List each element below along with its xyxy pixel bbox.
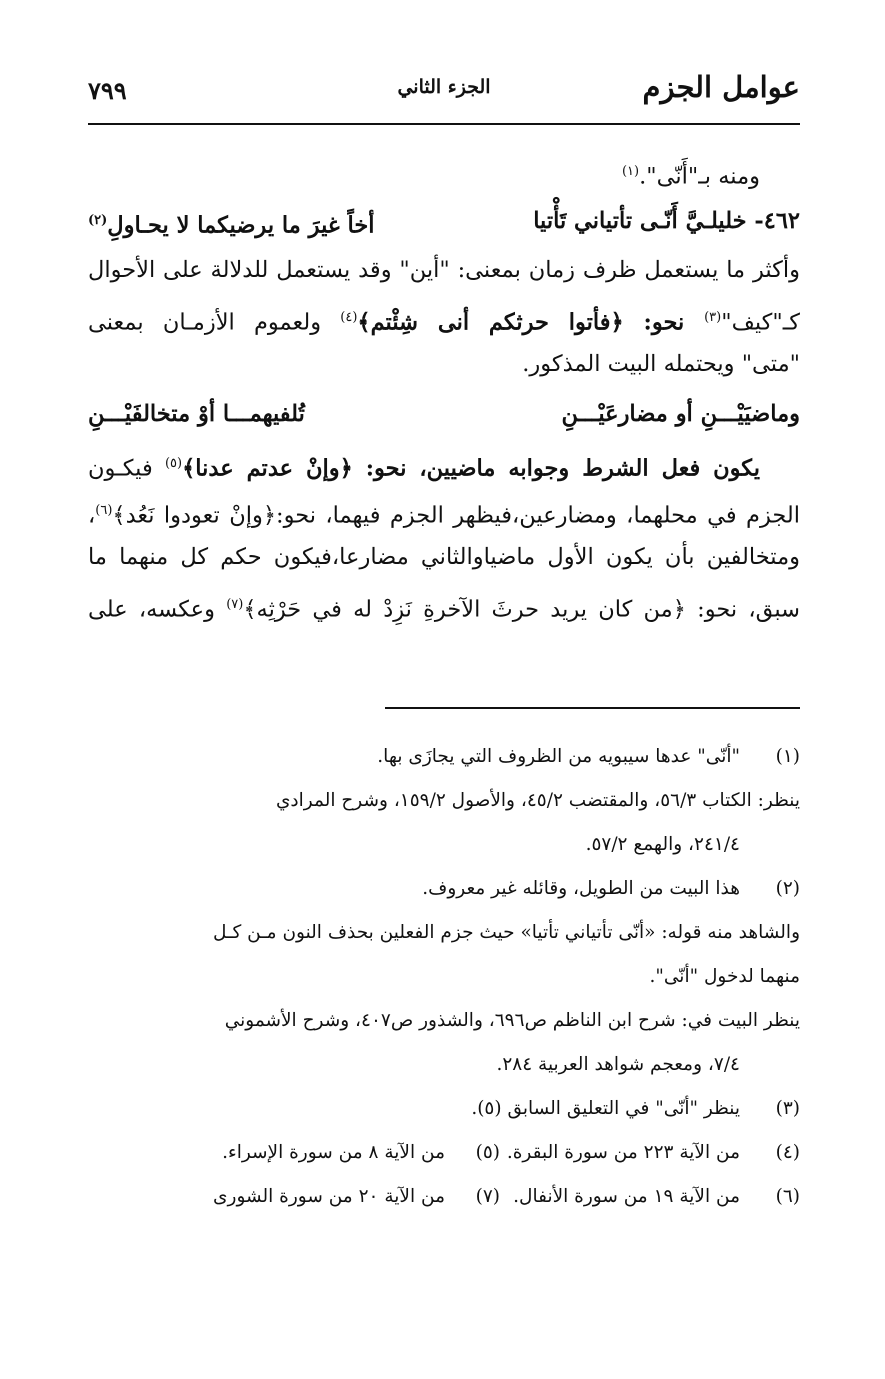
footnote-line: ٢٤١/٤، والهمع ٥٧/٢. [585,834,740,855]
text-line: "متى" ويحتمله البيت المذكور. [522,351,800,377]
footnote-ref: (٧) [226,597,244,612]
running-title: عوامل الجزم [642,70,800,104]
footnote-line: والشاهد منه قوله: «أنّى تأتياني تأتيا» حيث جزم الفعلين بحذف النون مـن كـل [213,922,800,943]
footnote-line: ينظر "أنّى" في التعليق السابق (٥). [471,1098,740,1119]
footnote-ref: (٢) [88,213,108,228]
footnote-ref: (٣) [704,310,722,325]
footnote-line: من الآية ٢٠ من سورة الشورى [213,1186,445,1207]
footnotes-4-5 [88,1131,800,1175]
footnote-ref: (١) [621,164,640,179]
part-label: الجزء الثاني [397,76,491,98]
page-number: ٧٩٩ [88,76,127,105]
verse-hemistich-first: وماضيَيْـــنِ أو مضارعَيْـــنِ [561,401,800,427]
text-line: ومنه بـ"أَنّى".$^{(١)}$ [621,163,760,190]
footnote-line: "أنّى" عدها سيبويه من الظروف التي يجازَى بها. [377,746,740,767]
footnote-number: (٦) [775,1186,800,1207]
text-line: سبق، نحو: ﴿من كان يريد حرثَ الآخرةِ نَزِدْ له في حَرْثِه﴾$^{(٧)}$ وعكسه، على [88,596,800,623]
verse-hemistich-first: ٤٦٢- خليلـيَّ أَنّـى تأتياني تَأْتيا [533,208,800,234]
footnote-number: (٧) [475,1186,500,1207]
footnote-1-refs [88,779,800,867]
alfiyya-verse [88,388,800,440]
footnote-line: ينظر: الكتاب ٥٦/٣، والمقتضب ٤٥/٢، والأصول ١٥٩/٢، وشرح المرادي [275,790,800,811]
footnote-2-body [88,911,800,1087]
footnote-1 [88,735,800,779]
footnote-separator [385,707,800,709]
text-line: وأكثر ما يستعمل ظرف زمان بمعنى: "أين" وقد يستعمل للدلالة على الأحوال [88,257,800,283]
text-line: ومتخالفين بأن يكون الأول ماضياوالثاني مضارعا،فيكون حكم كل منهما ما [88,544,800,570]
footnote-2 [88,867,800,911]
footnote-3 [88,1087,800,1131]
verse-hemistich-second: تُلفيهمـــا أوْ متخالفَيْـــنِ [88,401,305,427]
footnote-line: من الآية ٨ من سورة الإسراء. [222,1142,445,1163]
footnotes-6-7 [88,1175,800,1219]
quran-quote: نحو: ﴿فأتوا حرثكم أنى شِئْتم﴾ [357,309,705,336]
text-line: يكون فعل الشرط وجوابه ماضيين، نحو: ﴿وإنْ عدتم عدنا﴾$^{(٥)}$ فيكـون [88,455,760,482]
footnote-number: (٢) [775,878,800,899]
text-line: الجزم في محلهما، ومضارعين،فيظهر الجزم فيهما، نحو:﴿وإنْ تعودوا نَعُد﴾$^{(٦)}$، [88,502,800,529]
footnotes [88,735,800,1219]
footnote-line: من الآية ١٩ من سورة الأنفال. [513,1186,740,1207]
footnote-line: ينظر البيت في: شرح ابن الناظم ص٦٩٦، والشذور ص٤٠٧، وشرح الأشموني [224,1010,800,1031]
footnote-line: من الآية ٢٢٣ من سورة البقرة. [506,1142,740,1163]
footnote-number: (١) [775,746,800,767]
footnote-ref: (٥) [164,456,183,471]
footnote-ref: (٦) [95,503,113,518]
main-text [88,148,800,628]
footnote-number: (٥) [475,1142,500,1163]
quran-quote: يكون فعل الشرط وجوابه ماضيين، نحو: ﴿وإنْ عدتم عدنا﴾ [182,455,760,482]
footnote-ref: (٤) [340,310,358,325]
footnote-line: ٧/٤، ومعجم شواهد العربية ٢٨٤. [496,1054,740,1075]
verse-462 [88,195,800,247]
verse-hemistich-second: أخاً غيرَ ما يرضيكما لا يحـاولِ$^{(٢)}$ [88,212,375,239]
footnote-line: هذا البيت من الطويل، وقائله غير معروف. [422,878,740,899]
footnote-number: (٤) [775,1142,800,1163]
page-header [88,70,800,114]
footnote-number: (٣) [775,1098,800,1119]
header-rule [88,123,800,125]
footnote-line: منهما لدخول "أنّى". [649,966,800,987]
text-line: كـ"كيف"$^{(٣)}$ نحو: ﴿فأتوا حرثكم أنى شِئْتم﴾$^{(٤)}$ ولعموم الأزمـان بمعنى [88,309,800,336]
